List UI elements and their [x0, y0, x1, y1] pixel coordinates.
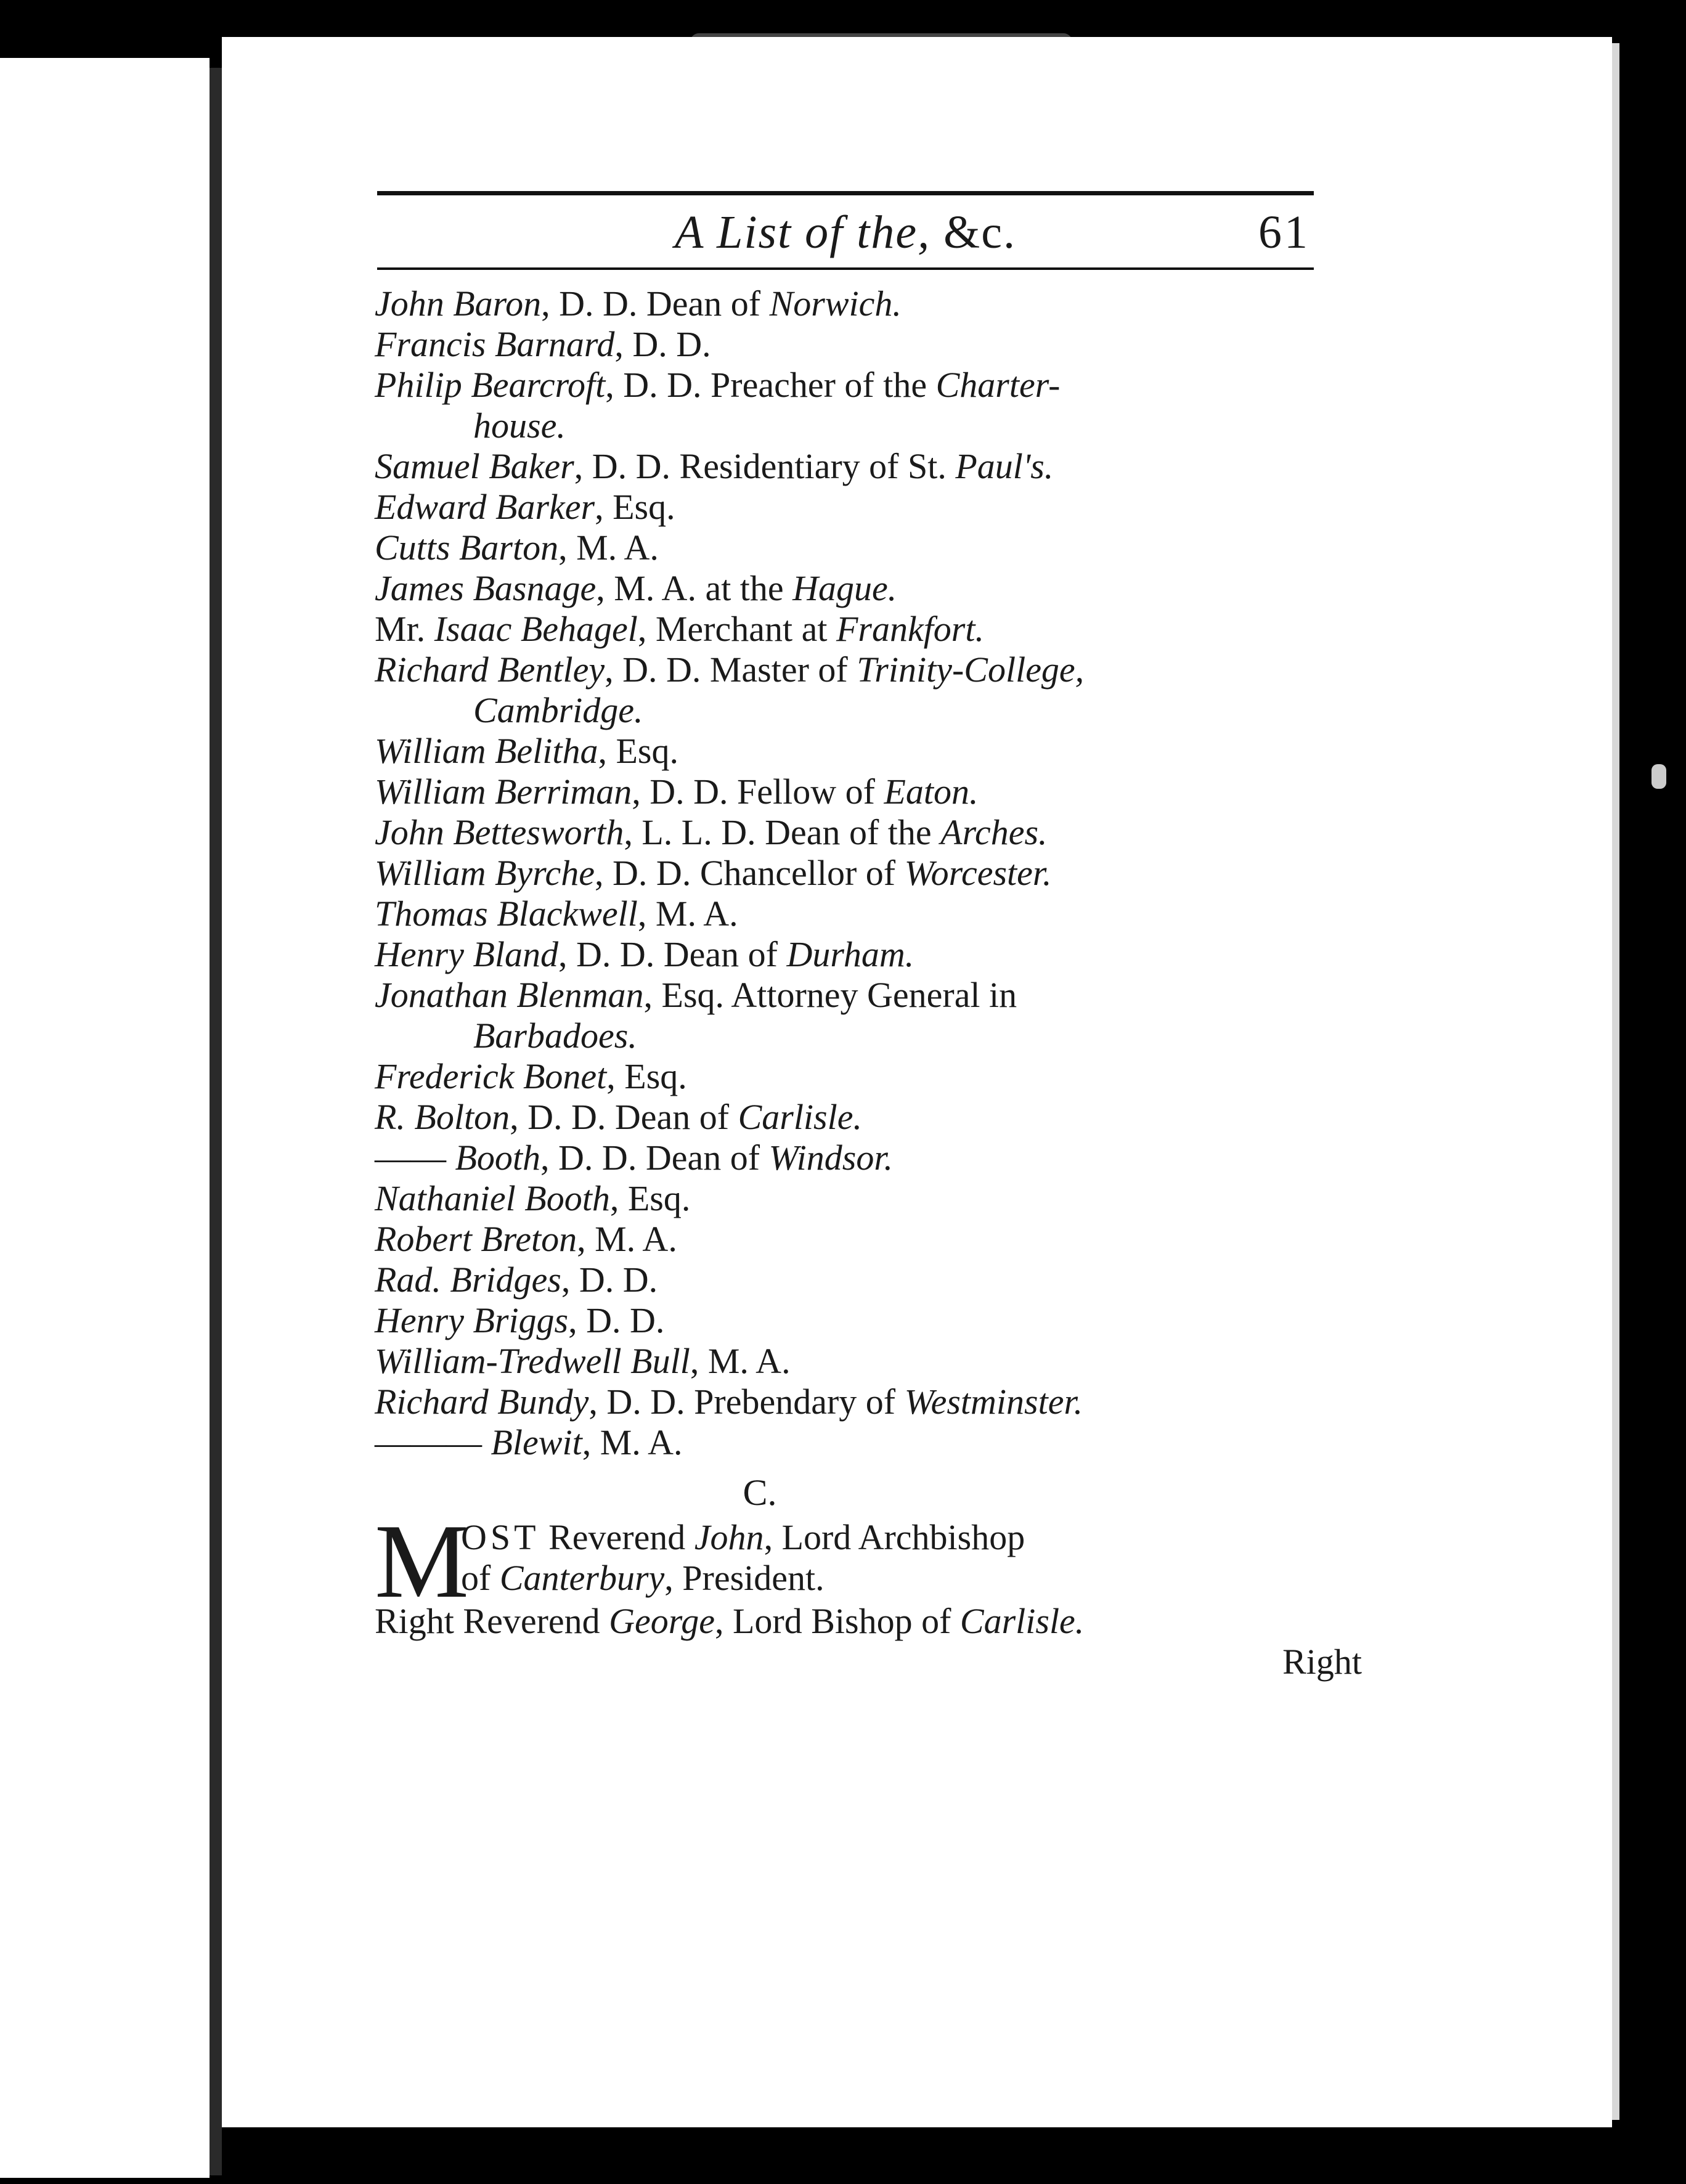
entry-place: Charter- — [935, 365, 1061, 405]
dropcap-entry — [375, 1503, 1373, 1620]
entry-place: Barbadoes. — [473, 1016, 637, 1056]
entry-text: , D. D. Dean of — [558, 934, 787, 974]
entry-name: Nathaniel Booth — [375, 1178, 610, 1218]
entry-name: Frederick Bonet — [375, 1056, 607, 1096]
entry-text: , Lord Bishop of — [714, 1601, 960, 1641]
entry-text: Mr. — [375, 609, 434, 649]
list-item — [375, 324, 1373, 365]
entry-name: Jonathan Blenman — [375, 975, 644, 1015]
catchword: Right — [1282, 1642, 1362, 1682]
entry-text: , Esq. — [609, 1178, 691, 1218]
entry-text: Reverend — [539, 1517, 694, 1557]
entry-place: Cambridge. — [473, 690, 643, 730]
list-item — [375, 1300, 1373, 1341]
entry-name: John Baron — [375, 283, 542, 324]
list-item — [375, 446, 1373, 487]
header-rule-bottom — [377, 267, 1314, 270]
page-number: 61 — [1258, 206, 1310, 258]
page-edge — [1612, 43, 1619, 2120]
list-item — [375, 1382, 1373, 1422]
entry-text: , Esq. — [598, 731, 678, 771]
list-item — [375, 853, 1373, 894]
section-letter: C. — [743, 1472, 777, 1513]
entry-text: , Esq. — [595, 487, 675, 527]
list-item — [375, 487, 1373, 528]
list-item — [375, 1260, 1373, 1300]
entry-text: , L. L. D. Dean of the — [624, 812, 941, 852]
entry-text: , M. A. at the — [596, 568, 793, 608]
entry-line — [461, 1558, 825, 1599]
entry-text: , Merchant at — [637, 609, 836, 649]
entry-text: , D. D. Dean of — [540, 1138, 769, 1178]
list-item — [375, 283, 1373, 324]
entry-name: Henry Briggs — [375, 1300, 569, 1340]
list-item — [375, 1341, 1373, 1382]
running-title-text: A List of the, — [675, 206, 931, 258]
entry-text: , D. D. Preacher of the — [605, 365, 936, 405]
entry-place: Arches. — [940, 812, 1048, 852]
entry-name: William Belitha — [375, 731, 598, 771]
member-list — [375, 283, 1373, 1682]
entry-name: John — [694, 1517, 764, 1557]
entry-name: Booth — [455, 1138, 541, 1178]
entry-name: Philip Bearcroft — [375, 365, 606, 405]
running-title-etc: &c. — [943, 206, 1016, 258]
entry-name: James Basnage — [375, 568, 597, 608]
entry-text: , Esq. — [606, 1056, 687, 1096]
list-item — [375, 934, 1373, 975]
entry-text: , President. — [664, 1558, 825, 1598]
entry-name: Isaac Behagel — [434, 609, 638, 649]
list-item — [375, 1422, 1373, 1463]
list-item — [375, 1138, 1373, 1178]
entry-place: Carlisle. — [738, 1097, 862, 1137]
entry-line — [461, 1517, 1025, 1558]
entry-name: Henry Bland — [375, 934, 558, 974]
entry-text: , D. D. Fellow of — [632, 772, 884, 812]
entry-name: Robert Breton — [375, 1219, 577, 1259]
entry-name: Samuel Baker — [375, 446, 574, 486]
entry-text: , D. D. — [614, 324, 711, 364]
entry-place: Carlisle. — [959, 1601, 1085, 1641]
list-item — [375, 1056, 1373, 1097]
list-item-continuation — [375, 1016, 1373, 1056]
entry-text: , D. D. Prebendary of — [588, 1382, 905, 1422]
section-b-entries — [375, 283, 1373, 1463]
entry-text: , M. A. — [558, 528, 659, 568]
entry-name: Richard Bentley — [375, 650, 605, 690]
entry-text: , M. A. — [637, 894, 738, 934]
entry-text: , D. D. — [561, 1260, 658, 1300]
entry-text: , D. D. Chancellor of — [595, 853, 905, 893]
entry-text: , M. A. — [690, 1341, 791, 1381]
entry-name: Edward Barker — [375, 487, 595, 527]
entry-place: Frankfort. — [836, 609, 984, 649]
entry-text: , D. D. Residentiary of St. — [574, 446, 956, 486]
entry-name: Cutts Barton — [375, 528, 559, 568]
entry-name: Francis Barnard — [375, 324, 615, 364]
entry-name: Rad. Bridges — [375, 1260, 561, 1300]
facing-page-edge — [0, 58, 210, 2178]
entry-text: , D. D. Dean of — [510, 1097, 738, 1137]
entry-text: , Esq. Attorney General in — [643, 975, 1017, 1015]
list-item-continuation — [375, 405, 1373, 446]
entry-name: George — [609, 1601, 715, 1641]
entry-place: Hague. — [792, 568, 897, 608]
entry-place: Paul's. — [955, 446, 1054, 486]
entry-place: Westminster. — [904, 1382, 1083, 1422]
entry-text: , Lord Archbishop — [764, 1517, 1025, 1557]
entry-text: , M. A. — [577, 1219, 677, 1259]
entry-place: Trinity-College, — [857, 650, 1085, 690]
entry-name: William Byrche — [375, 853, 595, 893]
list-item — [375, 1219, 1373, 1260]
list-item — [375, 650, 1373, 690]
list-item-continuation — [375, 690, 1373, 731]
entry-name: R. Bolton — [375, 1097, 510, 1137]
entry-place: Eaton. — [884, 772, 979, 812]
entry-name: John Bettesworth — [375, 812, 624, 852]
list-item — [375, 568, 1373, 609]
list-item — [375, 1097, 1373, 1138]
book-gutter — [210, 68, 222, 2175]
entry-place: Durham. — [786, 934, 914, 974]
header-rule-top — [377, 191, 1314, 195]
entry-name: William-Tredwell Bull — [375, 1341, 690, 1381]
entry-text: of — [461, 1558, 500, 1598]
entry-name: Thomas Blackwell — [375, 894, 638, 934]
entry-text: Right Reverend — [375, 1601, 609, 1641]
entry-name: William Berriman — [375, 772, 632, 812]
entry-text: , D. D. Master of — [605, 650, 857, 690]
list-item — [375, 772, 1373, 812]
list-item — [375, 528, 1373, 568]
list-item — [375, 894, 1373, 934]
list-item — [375, 1601, 1373, 1642]
entry-place: Worcester. — [904, 853, 1052, 893]
entry-place: Canterbury — [499, 1558, 665, 1598]
running-title — [377, 206, 1314, 259]
entry-text: , D. D. Dean of — [541, 283, 770, 324]
entry-name: Blewit — [491, 1422, 582, 1462]
entry-text: , M. A. — [582, 1422, 683, 1462]
list-item — [375, 609, 1373, 650]
running-header — [377, 202, 1314, 264]
book-page — [222, 37, 1612, 2127]
paper-spot — [1651, 764, 1666, 789]
entry-text: , D. D. — [568, 1300, 665, 1340]
entry-place: Norwich. — [769, 283, 902, 324]
entry-text: ——— — [375, 1422, 491, 1462]
list-item — [375, 365, 1373, 405]
entry-place: Windsor. — [768, 1138, 893, 1178]
list-item — [375, 731, 1373, 772]
caps-text: OST — [461, 1517, 540, 1557]
entry-text: —— — [375, 1138, 455, 1178]
entry-place: house. — [473, 405, 566, 446]
list-item — [375, 812, 1373, 853]
drop-cap: M — [375, 1503, 469, 1620]
list-item — [375, 975, 1373, 1016]
entry-name: Richard Bundy — [375, 1382, 589, 1422]
list-item — [375, 1178, 1373, 1219]
